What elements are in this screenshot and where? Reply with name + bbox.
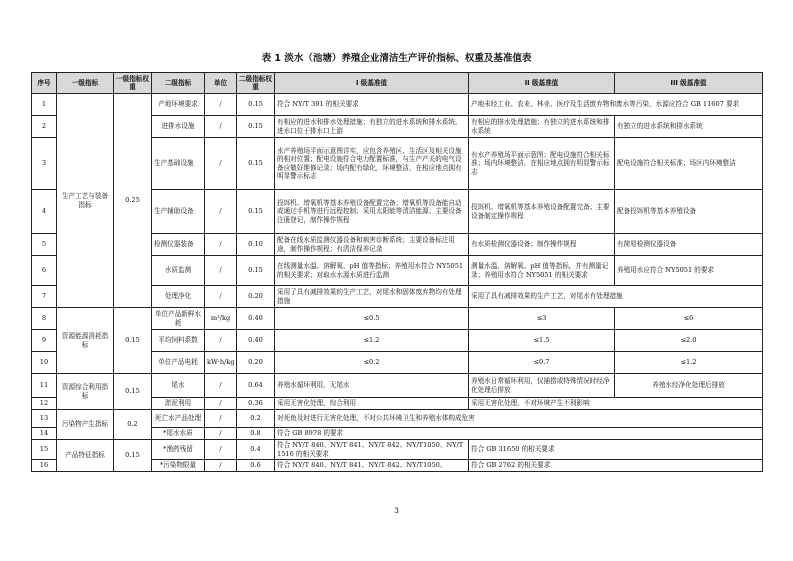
- benchmark-2-3: 采用了具有减排效果的生产工艺，对尾水有处理措施: [469, 286, 763, 308]
- unit: /: [205, 94, 237, 116]
- weight: 0.2: [237, 410, 275, 428]
- weight: 0.15: [237, 116, 275, 138]
- row-no: 3: [32, 138, 57, 190]
- benchmark-1: 符合 NY/T 391 的相关要求: [275, 94, 469, 116]
- row-no: 7: [32, 286, 57, 308]
- row-no: 1: [32, 94, 57, 116]
- benchmark-2: 投饵机、增氧机等基本养殖设备配置完备；主要设备制定操作规程: [469, 190, 615, 234]
- group-name: 资源综合利用指标: [57, 374, 114, 410]
- header-benchmark-1: I 级基准值: [275, 73, 469, 94]
- indicator-name: *尾水水质: [152, 428, 205, 440]
- benchmark-2: ≤3: [469, 308, 615, 330]
- unit: /: [205, 460, 237, 472]
- indicator-name: 生产辅助设备: [152, 190, 205, 234]
- benchmark-1: ≤0.5: [275, 308, 469, 330]
- indicator-name: 淤泥利用: [152, 398, 205, 410]
- group-name: 污染物产生指标: [57, 410, 114, 440]
- page-number: 3: [394, 506, 399, 515]
- indicator-name: 检测仪器装备: [152, 234, 205, 256]
- unit: /: [205, 286, 237, 308]
- row-no: 6: [32, 256, 57, 286]
- table-row: [32, 374, 763, 398]
- benchmark-3: 养殖水经净化处理后排放: [615, 374, 763, 398]
- benchmark-1: 采用无害化处理，综合利用: [275, 398, 469, 410]
- benchmark-3: 有独立的进水系统和排水系统: [615, 116, 763, 138]
- row-no: 8: [32, 308, 57, 330]
- indicator-name: 尾水: [152, 374, 205, 398]
- header-weight2: 二级指标权重: [237, 73, 275, 94]
- benchmark-2-3: 符合 GB 31650 的相关要求: [469, 440, 763, 460]
- unit: m³/kg: [205, 308, 237, 330]
- benchmark-3: ≤1.2: [615, 352, 763, 374]
- row-no: 13: [32, 410, 57, 428]
- benchmark-3: 配电设施符合相关标准；场区内环境整洁: [615, 138, 763, 190]
- weight: 0.64: [237, 374, 275, 398]
- evaluation-table: [31, 72, 763, 472]
- benchmark-1: 有相应的进水和排水处理措施；有独立的进水系统和排水系统，进水口位于排水口上游: [275, 116, 469, 138]
- row-no: 9: [32, 330, 57, 352]
- row-no: 15: [32, 440, 57, 460]
- table-row: [32, 308, 763, 330]
- indicator-name: 产地环境要求: [152, 94, 205, 116]
- header-benchmark-2: II 级基准值: [469, 73, 615, 94]
- unit: /: [205, 374, 237, 398]
- benchmark-3: 有简易检测仪器设备: [615, 234, 763, 256]
- benchmark-2: 养殖水日常循环利用，仅捕捞或特殊情况时经净化处理后排放: [469, 374, 615, 398]
- weight: 0.8: [237, 428, 275, 440]
- group-weight: 0.15: [114, 374, 152, 410]
- row-no: 5: [32, 234, 57, 256]
- indicator-name: *污染物限量: [152, 460, 205, 472]
- group-weight: 0.15: [114, 308, 152, 374]
- header-weight1: 一级指标权重: [114, 73, 152, 94]
- benchmark-2: 测量水温、溶解氧、pH 值等指标，并有测量记录；养殖用水符合 NY5051 的相关要求: [469, 256, 615, 286]
- header-row: [32, 73, 763, 94]
- row-no: 4: [32, 190, 57, 234]
- indicator-name: 进排水设施: [152, 116, 205, 138]
- unit: /: [205, 330, 237, 352]
- benchmark-2: ≤1.5: [469, 330, 615, 352]
- unit: /: [205, 190, 237, 234]
- header-level2: 二级指标: [152, 73, 205, 94]
- table-row: [32, 410, 763, 428]
- unit: /: [205, 138, 237, 190]
- benchmark-1: 水产养殖场平面示意图详实，应包含养殖区、生活区及相关设施的相对位置；配电设施符合电力配置标准，与生产产关的电气设备应做好维修记录；场内配有绿化，环境整洁，在相应地点拥有明显警示标志: [275, 138, 469, 190]
- weight: 0.20: [237, 352, 275, 374]
- weight: 0.40: [237, 308, 275, 330]
- header-unit: 单位: [205, 73, 237, 94]
- benchmark-1: ≤1.2: [275, 330, 469, 352]
- benchmark-1: 符合 NY/T 840、NY/T 841、NY/T 842、NY/T1050、: [275, 460, 469, 472]
- unit: /: [205, 428, 237, 440]
- benchmark-3: 养殖用水应符合 NY5051 的要求: [615, 256, 763, 286]
- header-benchmark-3: III 级基准值: [615, 73, 763, 94]
- indicator-name: 水质监测: [152, 256, 205, 286]
- row-no: 11: [32, 374, 57, 398]
- group-name: 生产工艺与装备指标: [57, 94, 114, 308]
- row-no: 16: [32, 460, 57, 472]
- unit: /: [205, 410, 237, 428]
- indicator-name: 单位产品新鲜水耗: [152, 308, 205, 330]
- indicator-name: 单位产品电耗: [152, 352, 205, 374]
- unit: /: [205, 256, 237, 286]
- weight: 0.20: [237, 286, 275, 308]
- benchmark-2: 有水质检测仪器设备；制作操作规程: [469, 234, 615, 256]
- benchmark-1: 养殖水循环利用，无尾水: [275, 374, 469, 398]
- header-no: 序号: [32, 73, 57, 94]
- weight: 0.40: [237, 330, 275, 352]
- benchmark-2: 有水产养殖场平面示意图；配电设施符合相关标准；场内环境整洁，在相应地点拥有明显警示标志: [469, 138, 615, 190]
- weight: 0.15: [237, 190, 275, 234]
- weight: 0.15: [237, 94, 275, 116]
- document-title: 表 1 淡水（池塘）养殖企业清洁生产评价指标、权重及基准值表: [261, 53, 532, 64]
- group-weight: 0.25: [114, 94, 152, 308]
- table-row: [32, 440, 763, 460]
- group-name: 产品特征指标: [57, 440, 114, 472]
- benchmark-all: 符合 GB 8978 的要求: [275, 428, 763, 440]
- benchmark-2-3: 符合 GB 2762 的相关要求: [469, 460, 763, 472]
- benchmark-all: 对死鱼及时进行无害化处理，不对公共环境卫生和养殖水体构成危害: [275, 410, 763, 428]
- weight: 0.36: [237, 398, 275, 410]
- table-row: [32, 94, 763, 116]
- row-no: 14: [32, 428, 57, 440]
- benchmark-1: 采用了具有减排效果的生产工艺，对尾水和固体废弃物均有处理措施: [275, 286, 469, 308]
- row-no: 12: [32, 398, 57, 410]
- unit: kW·h/kg: [205, 352, 237, 374]
- weight: 0.6: [237, 460, 275, 472]
- row-no: 2: [32, 116, 57, 138]
- unit: /: [205, 398, 237, 410]
- indicator-name: 死亡水产品处理: [152, 410, 205, 428]
- benchmark-2-3: 产地未经工业、农业、林业、医疗及生活废弃物和废水等污染，水源应符合 GB 11607 要求: [469, 94, 763, 116]
- weight: 0.4: [237, 440, 275, 460]
- benchmark-3: 配备投饵机等基本养殖设备: [615, 190, 763, 234]
- row-no: 10: [32, 352, 57, 374]
- group-name: 资源能源消耗指标: [57, 308, 114, 374]
- indicator-name: 生产基础设施: [152, 138, 205, 190]
- unit: /: [205, 116, 237, 138]
- benchmark-1: 在线测量水温、溶解氧、pH 值等指标；养殖用水符合 NY5051 的相关要求；对取水水源水质进行监测: [275, 256, 469, 286]
- benchmark-1: ≤0.2: [275, 352, 469, 374]
- benchmark-1: 投饵机、增氧机等基本养殖设备配置完备；增氧机等设备能自动或通过手机等进行远程控制；采用太阳能等清洁能源；主要设备注册登记，制作操作规程: [275, 190, 469, 234]
- group-weight: 0.15: [114, 440, 152, 472]
- group-weight: 0.2: [114, 410, 152, 440]
- benchmark-2: ≤0.7: [469, 352, 615, 374]
- weight: 0.15: [237, 138, 275, 190]
- unit: /: [205, 440, 237, 460]
- benchmark-1: 配备在线水质监测仪器设备和病害诊断系统；主要设备标注用途，制作操作规程；有清洁保养记录: [275, 234, 469, 256]
- indicator-name: 平均饲料系数: [152, 330, 205, 352]
- indicator-name: *渔药残留: [152, 440, 205, 460]
- weight: 0.10: [237, 234, 275, 256]
- weight: 0.15: [237, 256, 275, 286]
- benchmark-1: 符合 NY/T 840、NY/T 841、NY/T 842、NY/T1050、NY/T 1516 的相关要求: [275, 440, 469, 460]
- indicator-name: 处理净化: [152, 286, 205, 308]
- unit: /: [205, 234, 237, 256]
- benchmark-3: ≤2.0: [615, 330, 763, 352]
- benchmark-2: 有相应的排水处理措施；有独立的进水系统和排水系统: [469, 116, 615, 138]
- benchmark-2-3: 采用无害化处理，不对环境产生不利影响: [469, 398, 763, 410]
- header-level1: 一级指标: [57, 73, 114, 94]
- benchmark-3: ≤6: [615, 308, 763, 330]
